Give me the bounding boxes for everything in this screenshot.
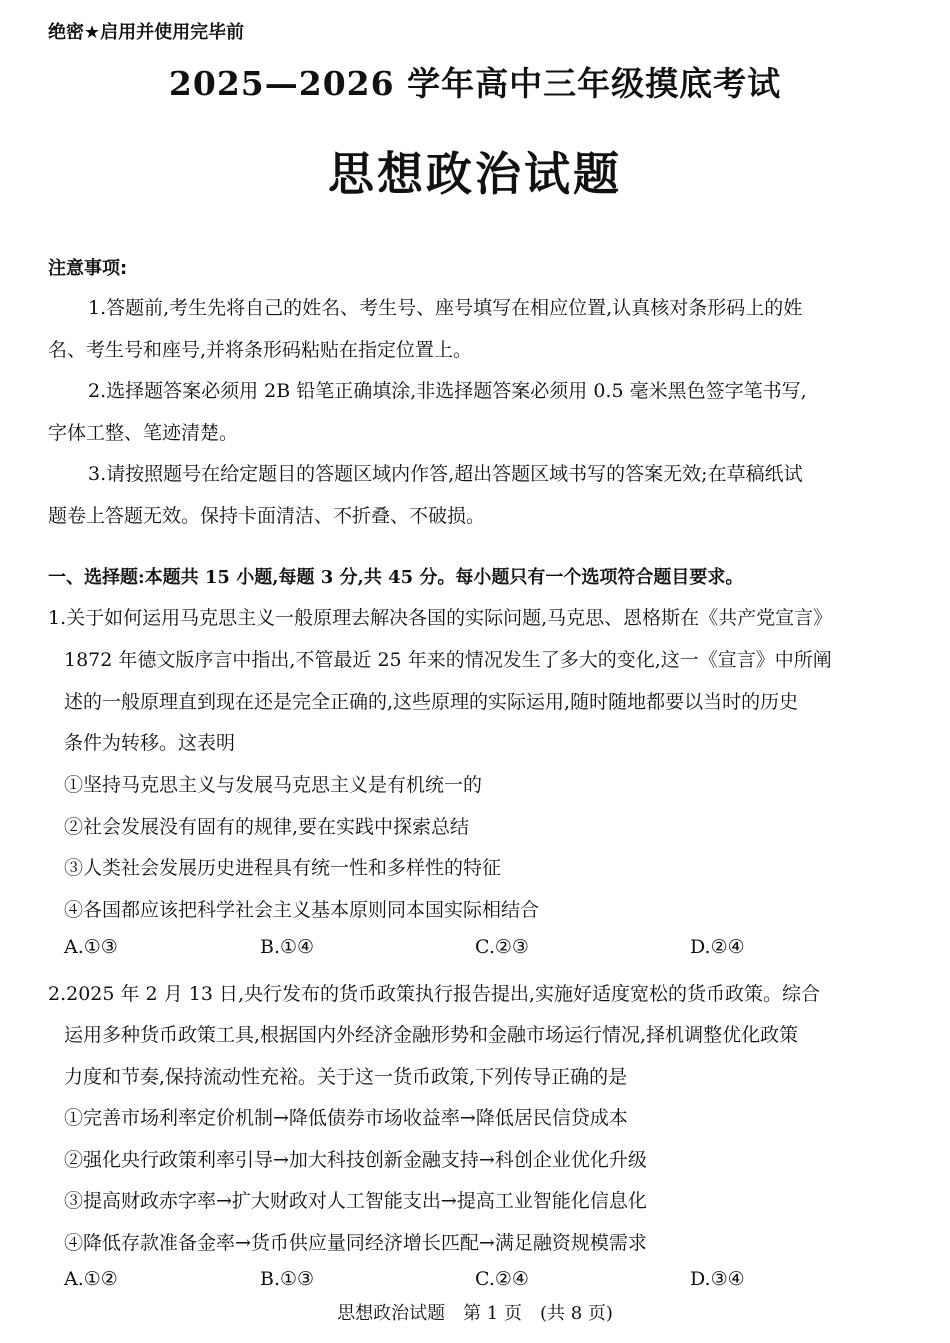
notice-item-1-line-2: 名、考生号和座号,并将条形码粘贴在指定位置上。 xyxy=(48,339,473,361)
notice-item-1-line-1: 1.答题前,考生先将自己的姓名、考生号、座号填写在相应位置,认真核对条形码上的姓 xyxy=(88,297,803,319)
notice-item-3-line-2: 题卷上答题无效。保持卡面清洁、不折叠、不破损。 xyxy=(48,505,486,527)
q1-option-a: A.①③ xyxy=(64,936,118,958)
q1-stem-line-4: 条件为转移。这表明 xyxy=(64,732,236,754)
notice-item-3-line-1: 3.请按照题号在给定题目的答题区域内作答,超出答题区域书写的答案无效;在草稿纸试 xyxy=(88,463,803,485)
secret-mark: 绝密★启用并使用完毕前 xyxy=(48,22,245,43)
q2-option-a: A.①② xyxy=(64,1268,118,1290)
q2-option-c: C.②④ xyxy=(475,1268,529,1290)
q1-option-b: B.①④ xyxy=(260,936,315,958)
q2-stem-line-3: 力度和节奏,保持流动性充裕。关于这一货币政策,下列传导正确的是 xyxy=(64,1066,628,1088)
q1-option-c: C.②③ xyxy=(475,936,529,958)
section-heading: 一、选择题:本题共 15 小题,每题 3 分,共 45 分。每小题只有一个选项符合题目要求。 xyxy=(48,567,744,588)
notice-item-2-line-1: 2.选择题答案必须用 2B 铅笔正确填涂,非选择题答案必须用 0.5 毫米黑色签字笔书写, xyxy=(88,380,807,402)
q1-option-d: D.②④ xyxy=(690,936,745,958)
q2-statement-3: ③提高财政赤字率→扩大财政对人工智能支出→提高工业智能化信息化 xyxy=(64,1190,647,1212)
page-footer: 思想政治试题 第 1 页 (共 8 页) xyxy=(337,1303,613,1324)
q1-stem-line-1: 1.关于如何运用马克思主义一般原理去解决各国的实际问题,马克思、恩格斯在《共产党宣言》 xyxy=(48,607,833,629)
q1-stem-line-2: 1872 年德文版序言中指出,不管最近 25 年来的情况发生了多大的变化,这一《宣言》中所阐 xyxy=(64,649,832,671)
notice-item-2-line-2: 字体工整、笔迹清楚。 xyxy=(48,422,239,444)
notice-title: 注意事项: xyxy=(48,258,128,279)
q1-statement-1: ①坚持马克思主义与发展马克思主义是有机统一的 xyxy=(64,774,483,796)
q2-statement-2: ②强化央行政策利率引导→加大科技创新金融支持→科创企业优化升级 xyxy=(64,1149,647,1171)
q2-option-b: B.①③ xyxy=(260,1268,315,1290)
q1-statement-4: ④各国都应该把科学社会主义基本原则同本国实际相结合 xyxy=(64,899,540,921)
q1-statement-2: ②社会发展没有固有的规律,要在实践中探索总结 xyxy=(64,816,470,838)
exam-title: 2025—2026 学年高中三年级摸底考试 xyxy=(168,64,782,103)
q1-stem-line-3: 述的一般原理直到现在还是完全正确的,这些原理的实际运用,随时随地都要以当时的历史 xyxy=(64,691,799,713)
q2-option-d: D.③④ xyxy=(690,1268,745,1290)
subject-title: 思想政治试题 xyxy=(328,147,622,201)
q2-stem-line-1: 2.2025 年 2 月 13 日,央行发布的货币政策执行报告提出,实施好适度宽松的货币政策。综合 xyxy=(48,983,821,1005)
q2-statement-4: ④降低存款准备金率→货币供应量同经济增长匹配→满足融资规模需求 xyxy=(64,1232,647,1254)
q2-statement-1: ①完善市场利率定价机制→降低债券市场收益率→降低居民信贷成本 xyxy=(64,1107,628,1129)
q1-statement-3: ③人类社会发展历史进程具有统一性和多样性的特征 xyxy=(64,857,502,879)
q2-stem-line-2: 运用多种货币政策工具,根据国内外经济金融形势和金融市场运行情况,择机调整优化政策 xyxy=(64,1024,799,1046)
